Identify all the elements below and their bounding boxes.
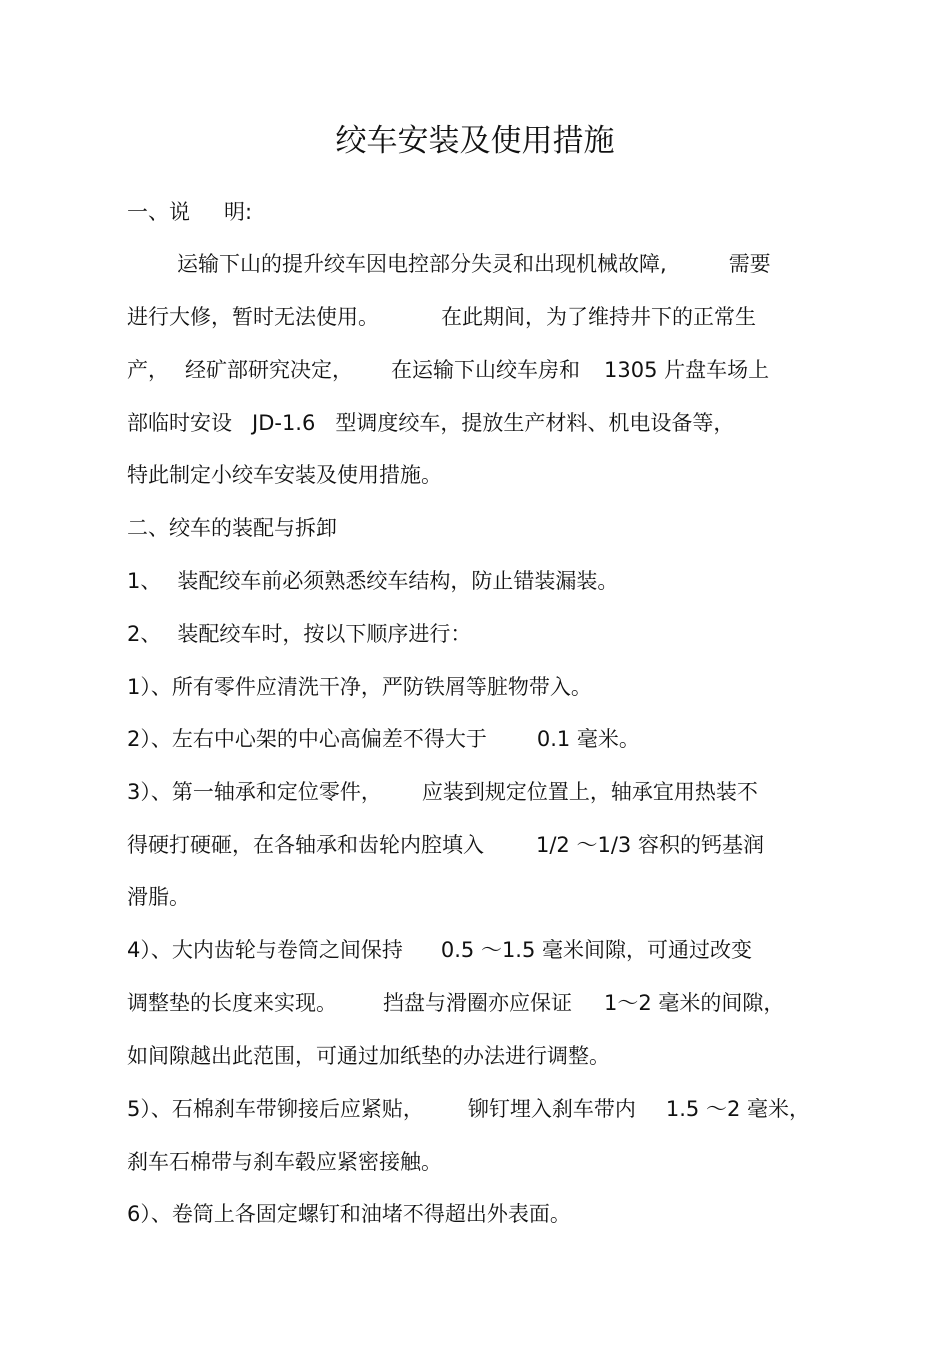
text-segment: 滑脂。 [127, 885, 190, 909]
text-segment: 一、说 [127, 200, 190, 224]
text-segment: 0.1 毫米。 [536, 727, 640, 751]
section-heading-2 [127, 513, 337, 543]
text-segment: 特此制定小绞车安装及使用措施。 [127, 463, 442, 487]
text-segment: 型调度绞车，提放生产材料、机电设备等， [335, 411, 735, 435]
text-segment: 明: [224, 200, 253, 224]
text-segment: 2、 [127, 622, 162, 646]
text-segment: 5）、石棉刹车带铆接后应紧贴， [127, 1097, 424, 1121]
text-segment: 2）、左右中心架的中心高偏差不得大于 [127, 727, 487, 751]
text-segment: 刹车石棉带与刹车毂应紧密接触。 [127, 1150, 442, 1174]
document-title: 绞车安装及使用措施 [335, 123, 615, 159]
paragraph-line [127, 1041, 610, 1071]
text-segment: 调整垫的长度来实现。 [127, 991, 337, 1015]
text-segment: 在运输下山绞车房和 [391, 358, 580, 382]
text-segment: 应装到规定位置上，轴承宜用热装不 [421, 780, 758, 804]
text-segment: 经矿部研究决定， [185, 358, 353, 382]
text-segment: 1～2 毫米的间隙， [604, 991, 785, 1015]
text-segment: 3）、第一轴承和定位零件， [127, 780, 382, 804]
text-segment: 1）、所有零件应清洗干净，严防铁屑等脏物带入。 [127, 675, 592, 699]
text-segment: 得硬打硬砸，在各轴承和齿轮内腔填入 [127, 833, 484, 857]
paragraph-line [127, 460, 442, 490]
paragraph-line [127, 882, 190, 912]
paragraph-line [127, 302, 756, 332]
text-segment: 装配绞车时，按以下顺序进行： [177, 622, 472, 646]
paragraph-line [127, 355, 769, 385]
paragraph-line [127, 408, 734, 438]
text-segment: 铆钉埋入刹车带内 [467, 1097, 636, 1121]
list-item [127, 1094, 810, 1124]
text-segment: 6）、卷筒上各固定螺钉和油堵不得超出外表面。 [127, 1202, 571, 1226]
text-segment: 0.5 ～1.5 毫米间隙，可通过改变 [440, 938, 753, 962]
list-item [127, 777, 758, 807]
text-segment: 产， [127, 358, 169, 382]
text-segment: 运输下山的提升绞车因电控部分失灵和出现机械故障, [177, 252, 667, 276]
text-segment: 装配绞车前必须熟悉绞车结构，防止错装漏装。 [177, 569, 619, 593]
text-segment: 在此期间，为了维持井下的正常生 [441, 305, 756, 329]
list-item [127, 1199, 571, 1229]
paragraph-line [127, 1147, 442, 1177]
text-segment: JD-1.6 [252, 411, 316, 435]
text-segment: 4）、大内齿轮与卷筒之间保持 [127, 938, 403, 962]
section-heading-1 [127, 197, 252, 227]
list-item [127, 724, 640, 754]
text-segment: 需要 [728, 252, 771, 276]
text-segment: 1305 片盘车场上 [604, 358, 770, 382]
text-segment: 1/2 ～1/3 容积的钙基润 [536, 833, 764, 857]
paragraph-line [177, 249, 771, 279]
paragraph-line [127, 830, 764, 860]
list-item [127, 672, 592, 702]
list-item [127, 935, 752, 965]
text-segment: 二、绞车的装配与拆卸 [127, 516, 337, 540]
paragraph-line [127, 988, 784, 1018]
text-segment: 1.5 ～2 毫米， [665, 1097, 810, 1121]
text-segment: 部临时安设 [127, 411, 232, 435]
text-segment: 如间隙越出此范围，可通过加纸垫的办法进行调整。 [127, 1044, 610, 1068]
text-segment: 挡盘与滑圈亦应保证 [383, 991, 572, 1015]
list-item [127, 619, 471, 649]
list-item [127, 566, 618, 596]
text-segment: 1、 [127, 569, 162, 593]
text-segment: 进行大修，暂时无法使用。 [127, 305, 379, 329]
